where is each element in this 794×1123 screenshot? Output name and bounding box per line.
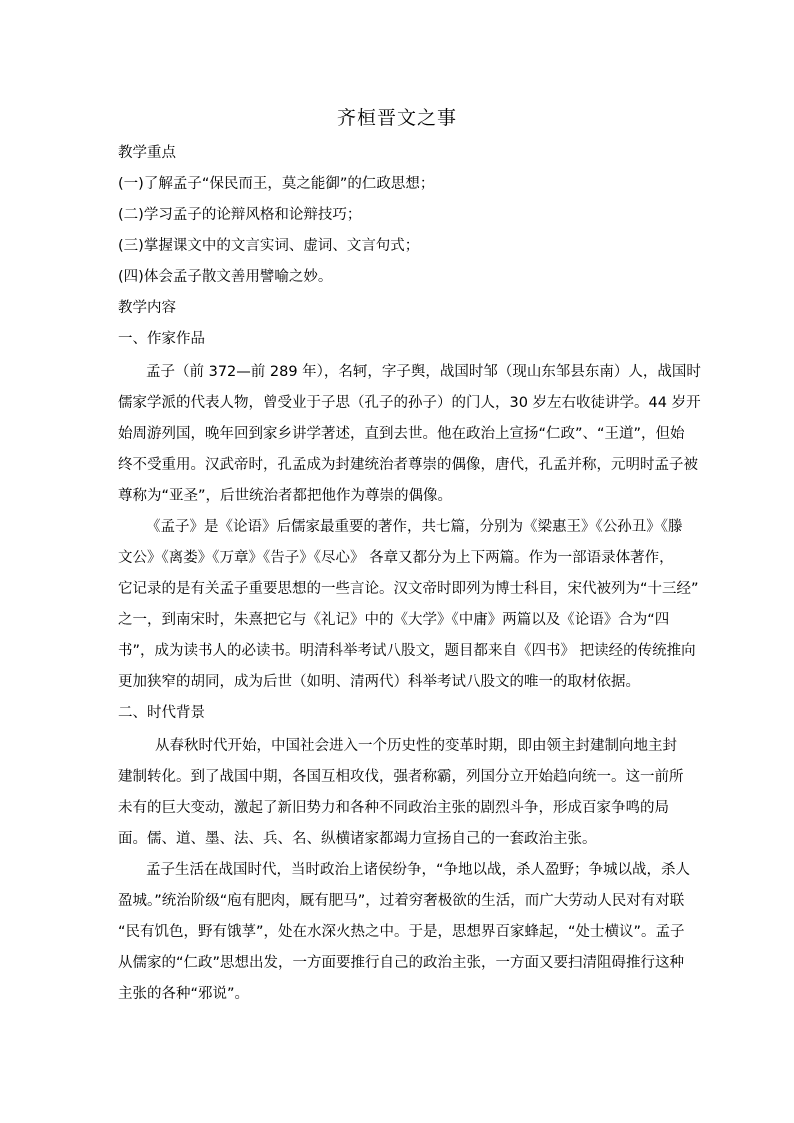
background-p1-line-2: 建制转化。到了战国中期，各国互相攻伐，强者称霸，列国分立开始趋向统一。这一前所 — [118, 769, 684, 785]
focus-item-1: (一)了解孟子“保民而王，莫之能御”的仁政思想； — [118, 176, 435, 192]
background-p2-line-4: 从儒家的“仁政”思想出发，一方面要推行自己的政治主张，一方面又要扫清阻碍推行这种 — [118, 955, 685, 971]
author-p2-line-6: 更加狭窄的胡同，成为后世（如明、清两代）科举考试八股文的唯一的取材依据。 — [118, 674, 640, 690]
author-p1-line-1: 孟子（前 372—前 289 年），名轲，字子舆，战国时邹（现山东邹县东南）人，战国时 — [146, 364, 701, 380]
author-p1-line-2: 儒家学派的代表人物，曾受业于子思（孔子的孙子）的门人，30 岁左右收徒讲学。44 岁开 — [118, 395, 701, 411]
author-p2-line-5: 书”，成为读书人的必读书。明清科举考试八股文，题目都来自《四书》 把读经的传统推向 — [118, 643, 696, 659]
background-p2-line-3: “民有饥色，野有饿莩”，处在水深火热之中。于是，思想界百家蜂起，“处士横议”。孟子 — [118, 924, 685, 940]
background-p1-line-1: 从春秋时代开始，中国社会进入一个历史性的变革时期，即由领主封建制向地主封 — [155, 738, 677, 754]
content-heading: 教学内容 — [118, 300, 176, 316]
background-p1-line-4: 面。儒、道、墨、法、兵、名、纵横诸家都竭力宣扬自己的一套政治主张。 — [118, 831, 597, 847]
author-p1-line-4: 终不受重用。汉武帝时，孔孟成为封建统治者尊崇的偶像，唐代，孔孟并称，元明时孟子被 — [118, 457, 698, 473]
focus-heading: 教学重点 — [118, 145, 176, 161]
background-p1-line-3: 未有的巨大变动，激起了新旧势力和各种不同政治主张的剧烈斗争，形成百家争鸣的局 — [118, 800, 669, 816]
author-p1-line-3: 始周游列国，晚年回到家乡讲学著述，直到去世。他在政治上宣扬“仁政”、“王道”，但始 — [118, 426, 685, 442]
background-heading: 二、时代背景 — [118, 705, 205, 721]
author-p2-line-1: 《孟子》是《论语》后儒家最重要的著作，共七篇，分别为《梁惠王》《公孙丑》《滕 — [146, 519, 683, 535]
author-p2-line-4: 之一，到南宋时，朱熹把它与《礼记》中的《大学》《中庸》两篇以及《论语》合为“四 — [118, 612, 670, 628]
focus-item-4: (四)体会孟子散文善用譬喻之妙。 — [118, 269, 333, 285]
background-p2-line-1: 孟子生活在战国时代，当时政治上诸侯纷争，“争地以战，杀人盈野；争城以战，杀人 — [146, 862, 691, 878]
background-p2-line-5: 主张的各种“邪说”。 — [118, 986, 250, 1002]
author-p2-line-2: 文公》《离娄》《万章》《告子》《尽心》 各章又都分为上下两篇。作为一部语录体著作， — [118, 550, 674, 566]
background-p2-line-2: 盈城。”统治阶级“庖有肥肉，厩有肥马”，过着穷奢极欲的生活，而广大劳动人民对有对联 — [118, 893, 685, 909]
focus-item-3: (三)掌握课文中的文言实词、虚词、文言句式； — [118, 238, 420, 254]
focus-item-2: (二)学习孟子的论辩风格和论辩技巧； — [118, 207, 362, 223]
author-heading: 一、作家作品 — [118, 331, 205, 347]
author-p1-line-5: 尊称为“亚圣”，后世统治者都把他作为尊崇的偶像。 — [118, 488, 453, 504]
document-title: 齐桓晋文之事 — [336, 107, 457, 129]
author-p2-line-3: 它记录的是有关孟子重要思想的一些言论。汉文帝时即列为博士科目，宋代被列为“十三经” — [118, 581, 699, 597]
